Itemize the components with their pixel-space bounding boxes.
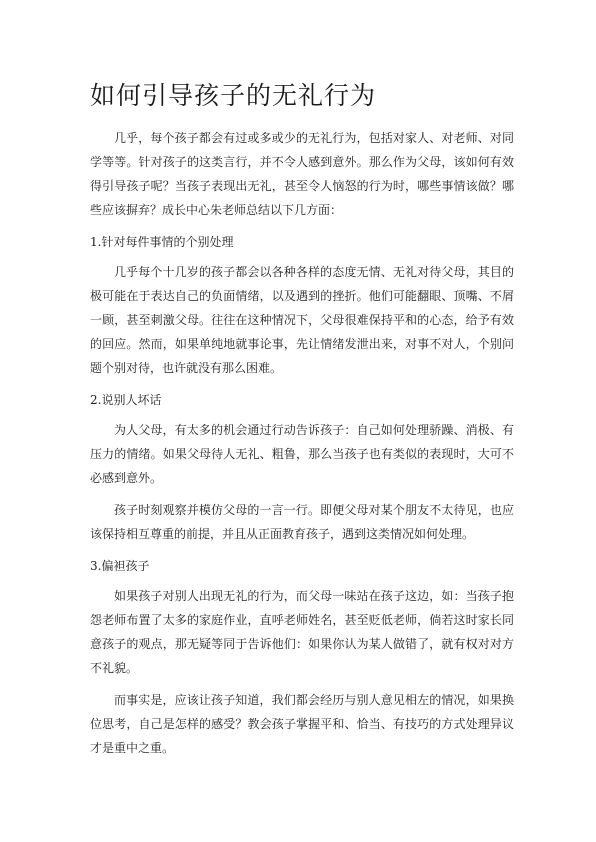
- section-paragraph: 如果孩子对别人出现无礼的行为，而父母一味站在孩子这边，如：当孩子抱怨老师布置了太多的家庭作业，直呼老师姓名，甚至贬低老师，倘若这时家长同意孩子的观点，那无疑等同于告诉他们：如果你认为某人做错了，就有权对对方不礼貌。: [90, 589, 514, 675]
- section-heading: 3.偏袒孩子: [90, 559, 150, 573]
- section-3: [90, 554, 514, 760]
- section-paragraph: 为人父母，有太多的机会通过行动告诉孩子：自己如何处理骄躁、消极、有压力的情绪。如果父母待人无礼、粗鲁，那么当孩子也有类似的表现时，大可不必感到意外。: [90, 423, 514, 485]
- section-1: [90, 230, 514, 380]
- intro-paragraph: 几乎，每个孩子都会有过或多或少的无礼行为，包括对家人、对老师、对同学等等。针对孩子的这类言行，并不令人感到意外。那么作为父母，该如何有效得引导孩子呢？当孩子表现出无礼，甚至令人恼怒的行为时，哪些事情该做？哪些应该摒弃？成长中心朱老师总结以下几方面：: [90, 131, 514, 217]
- section-paragraph: 孩子时刻观察并模仿父母的一言一行。即便父母对某个朋友不太待见，也应该保持相互尊重的前提，并且从正面教育孩子，遇到这类情况如何处理。: [90, 503, 514, 541]
- document-title: 如何引导孩子的无礼行为: [90, 81, 377, 110]
- section-paragraph: 而事实是，应该让孩子知道，我们都会经历与别人意见相左的情况，如果换位思考，自己是怎样的感受？教会孩子掌握平和、恰当、有技巧的方式处理异议才是重中之重。: [90, 693, 514, 755]
- section-paragraph: 几乎每个十几岁的孩子都会以各种各样的态度无情、无礼对待父母，其目的极可能在于表达自己的负面情绪，以及遇到的挫折。他们可能翻眼、顶嘴、不屑一顾，甚至刺激父母。往往在这种情况下，父母很难保持平和的心态，给予有效的回应。然而，如果单纯地就事论事，先让情绪发泄出来，对事不对人，个别问题个别对待，也许就没有那么困难。: [90, 265, 514, 375]
- section-2: [90, 388, 514, 546]
- section-heading: 2.说别人坏话: [90, 393, 162, 407]
- section-heading: 1.针对每件事情的个别处理: [90, 235, 234, 249]
